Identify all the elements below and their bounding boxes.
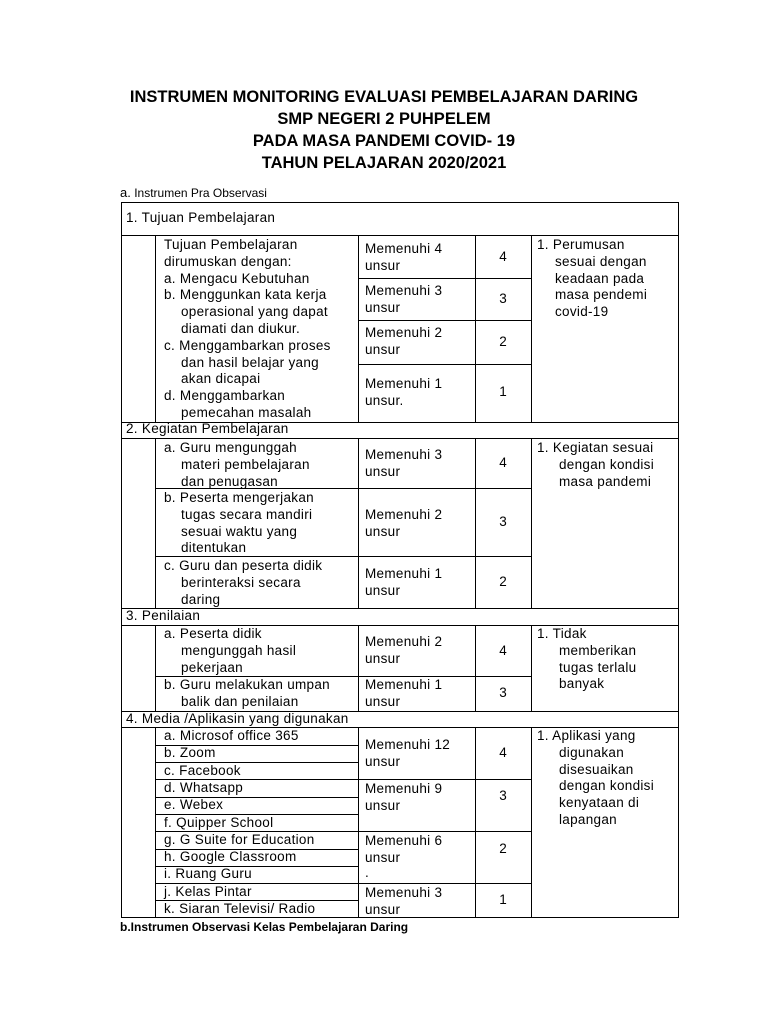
s3-desc: mengunggah hasil bbox=[181, 642, 297, 658]
s1-level-label: Memenuhi 4 bbox=[365, 241, 443, 256]
s1-score: 1 bbox=[499, 384, 507, 399]
s2-level-sub: unsur bbox=[365, 464, 401, 479]
table-rule-horizontal bbox=[121, 438, 679, 439]
s2-desc: tugas secara mandiri bbox=[181, 506, 313, 522]
s4-score: 2 bbox=[499, 841, 507, 856]
table-rule-vertical bbox=[155, 235, 156, 422]
s3-note-0: 1. Tidak bbox=[537, 626, 587, 641]
s4-app-item: a. Microsof office 365 bbox=[164, 728, 299, 743]
s4-note-0: 1. Aplikasi yang bbox=[537, 728, 636, 743]
s3-level-label: Memenuhi 2 bbox=[365, 634, 443, 649]
s2-score: 4 bbox=[499, 455, 507, 470]
s4-note-5: lapangan bbox=[559, 812, 617, 827]
s2-score: 2 bbox=[499, 574, 507, 589]
section-3-header: 3. Penilaian bbox=[126, 608, 201, 623]
section-a-label: Instrumen Pra Observasi bbox=[134, 186, 267, 200]
s2-note-2: masa pandemi bbox=[559, 473, 652, 489]
s3-desc: a. Peserta didik bbox=[164, 626, 262, 641]
table-rule-vertical bbox=[155, 625, 156, 711]
s2-desc: a. Guru mengunggah bbox=[164, 440, 297, 455]
s4-level-sub: unsur bbox=[365, 850, 401, 865]
section-a-letter: a. bbox=[120, 185, 131, 200]
s3-level-label: Memenuhi 1 bbox=[365, 677, 443, 692]
table-rule-vertical bbox=[531, 438, 532, 608]
table-rule-vertical bbox=[358, 625, 359, 711]
s2-desc: ditentukan bbox=[181, 540, 247, 556]
s4-score: 4 bbox=[499, 745, 507, 760]
table-rule-vertical bbox=[531, 625, 532, 711]
s3-level-sub: unsur bbox=[365, 694, 401, 709]
s1-note-1: sesuai dengan bbox=[555, 253, 647, 269]
table-rule-horizontal bbox=[121, 202, 679, 203]
s4-app-item: d. Whatsapp bbox=[164, 779, 244, 795]
s1-desc-9: d. Menggambarkan bbox=[164, 388, 286, 404]
s1-note-3: masa pendemi bbox=[555, 287, 648, 303]
s4-level-label: Memenuhi 12 bbox=[365, 737, 451, 752]
table-rule-vertical bbox=[358, 235, 359, 422]
table-rule-vertical bbox=[358, 438, 359, 608]
s1-desc-6: c. Menggambarkan proses bbox=[164, 337, 331, 353]
s2-desc: c. Guru dan peserta didik bbox=[164, 558, 323, 573]
s4-app-item: h. Google Classroom bbox=[164, 849, 297, 865]
s2-desc: b. Peserta mengerjakan bbox=[164, 490, 314, 505]
s2-level-label: Memenuhi 1 bbox=[365, 566, 443, 581]
s1-note-2: keadaan pada bbox=[555, 270, 645, 286]
s4-app-item: k. Siaran Televisi/ Radio bbox=[164, 901, 316, 916]
s4-note-4: kenyataan di bbox=[559, 795, 640, 811]
s1-desc-5: diamati dan diukur. bbox=[181, 321, 301, 336]
s3-level-sub: unsur bbox=[365, 651, 401, 666]
table-rule-horizontal bbox=[358, 364, 532, 365]
s1-desc-10: pemecahan masalah bbox=[181, 405, 312, 420]
s3-score: 4 bbox=[499, 643, 507, 658]
s4-app-item: j. Kelas Pintar bbox=[164, 883, 252, 899]
s1-score: 2 bbox=[499, 334, 507, 349]
s3-note-2: tugas terlalu bbox=[559, 659, 637, 675]
s4-level-label: Memenuhi 9 bbox=[365, 781, 443, 796]
document-title bbox=[0, 86, 768, 174]
s4-level-label: Memenuhi 6 bbox=[365, 833, 443, 848]
s2-desc: materi pembelajaran bbox=[181, 456, 310, 472]
s1-level-label: Memenuhi 2 bbox=[365, 325, 443, 340]
s4-level-sub2: . bbox=[365, 865, 370, 880]
s3-score: 3 bbox=[499, 685, 507, 700]
table-rule-vertical bbox=[358, 727, 359, 917]
s2-level-sub: unsur bbox=[365, 524, 401, 539]
s4-note-1: digunakan bbox=[559, 744, 625, 760]
s1-note-0: 1. Perumusan bbox=[537, 237, 625, 252]
table-rule-vertical bbox=[531, 727, 532, 917]
section-b-heading: b.Instrumen Observasi Kelas Pembelajaran Daring bbox=[120, 920, 409, 934]
s1-score: 3 bbox=[499, 291, 507, 306]
section-4-header: 4. Media /Aplikasin yang digunakan bbox=[126, 711, 349, 726]
s4-note-2: disesuaikan bbox=[559, 761, 634, 777]
s4-app-item: b. Zoom bbox=[164, 745, 216, 761]
title-line-2: SMP NEGERI 2 PUHPELEM bbox=[277, 110, 491, 128]
s2-level-label: Memenuhi 3 bbox=[365, 447, 443, 462]
s4-app-item: e. Webex bbox=[164, 797, 224, 813]
s1-level-label: Memenuhi 1 bbox=[365, 376, 443, 391]
s1-desc-7: dan hasil belajar yang bbox=[181, 354, 319, 370]
s2-desc: daring bbox=[181, 591, 221, 607]
s4-level-label: Memenuhi 3 bbox=[365, 885, 443, 900]
section-2-header: 2. Kegiatan Pembelajaran bbox=[126, 421, 289, 436]
table-rule-vertical bbox=[531, 235, 532, 422]
s3-note-3: banyak bbox=[559, 676, 605, 692]
section-a-heading bbox=[120, 185, 267, 200]
s1-level-sub: unsur. bbox=[365, 393, 404, 408]
table-rule-vertical bbox=[121, 202, 122, 918]
table-rule-horizontal bbox=[358, 278, 532, 279]
s1-note-4: covid-19 bbox=[555, 304, 609, 320]
table-rule-horizontal bbox=[121, 235, 679, 236]
s4-score: 3 bbox=[499, 788, 507, 803]
s3-desc: b. Guru melakukan umpan bbox=[164, 677, 330, 692]
s2-desc: dan penugasan bbox=[181, 473, 278, 489]
section-1-header: 1. Tujuan Pembelajaran bbox=[126, 210, 276, 225]
s2-note-1: dengan kondisi bbox=[559, 456, 655, 472]
s2-desc: berinteraksi secara bbox=[181, 574, 301, 590]
s4-app-item: g. G Suite for Education bbox=[164, 831, 315, 847]
s4-app-item: f. Quipper School bbox=[164, 814, 274, 830]
table-rule-vertical bbox=[155, 727, 156, 917]
s1-desc-3: b. Menggunkan kata kerja bbox=[164, 287, 327, 303]
s1-level-sub: unsur bbox=[365, 300, 401, 315]
table-rule-vertical bbox=[678, 202, 679, 918]
s4-score: 1 bbox=[499, 892, 507, 907]
s1-level-sub: unsur bbox=[365, 258, 401, 273]
s2-level-sub: unsur bbox=[365, 583, 401, 598]
s1-desc-2: a. Mengacu Kebutuhan bbox=[164, 270, 310, 286]
table-rule-horizontal bbox=[121, 608, 679, 609]
s2-note-0: 1. Kegiatan sesuai bbox=[537, 440, 654, 455]
s1-level-label: Memenuhi 3 bbox=[365, 283, 443, 298]
s2-score: 3 bbox=[499, 514, 507, 529]
s1-desc-8: akan dicapai bbox=[181, 371, 261, 387]
s3-desc: balik dan penilaian bbox=[181, 693, 299, 709]
s4-level-sub: unsur bbox=[365, 902, 401, 917]
s4-app-item: i. Ruang Guru bbox=[164, 866, 252, 882]
table-rule-vertical bbox=[155, 438, 156, 608]
s3-note-1: memberikan bbox=[559, 642, 637, 658]
title-line-1: INSTRUMEN MONITORING EVALUASI PEMBELAJARAN DARING bbox=[129, 88, 639, 106]
title-line-4: TAHUN PELAJARAN 2020/2021 bbox=[261, 154, 507, 172]
s2-desc: sesuai waktu yang bbox=[181, 523, 298, 539]
s4-note-3: dengan kondisi bbox=[559, 778, 655, 794]
title-line-3: PADA MASA PANDEMI COVID- 19 bbox=[252, 132, 516, 150]
s1-score: 4 bbox=[499, 249, 507, 264]
s3-desc: pekerjaan bbox=[181, 659, 243, 675]
s1-desc-4: operasional yang dapat bbox=[181, 304, 328, 320]
s4-app-item: c. Facebook bbox=[164, 762, 241, 778]
s1-level-sub: unsur bbox=[365, 342, 401, 357]
s4-level-sub: unsur bbox=[365, 754, 401, 769]
instrument-table bbox=[121, 202, 679, 918]
s1-desc-1: dirumuskan dengan: bbox=[164, 253, 292, 269]
s2-level-label: Memenuhi 2 bbox=[365, 507, 443, 522]
s1-desc-0: Tujuan Pembelajaran bbox=[164, 237, 298, 252]
s4-level-sub: unsur bbox=[365, 798, 401, 813]
table-rule-horizontal bbox=[358, 320, 532, 321]
